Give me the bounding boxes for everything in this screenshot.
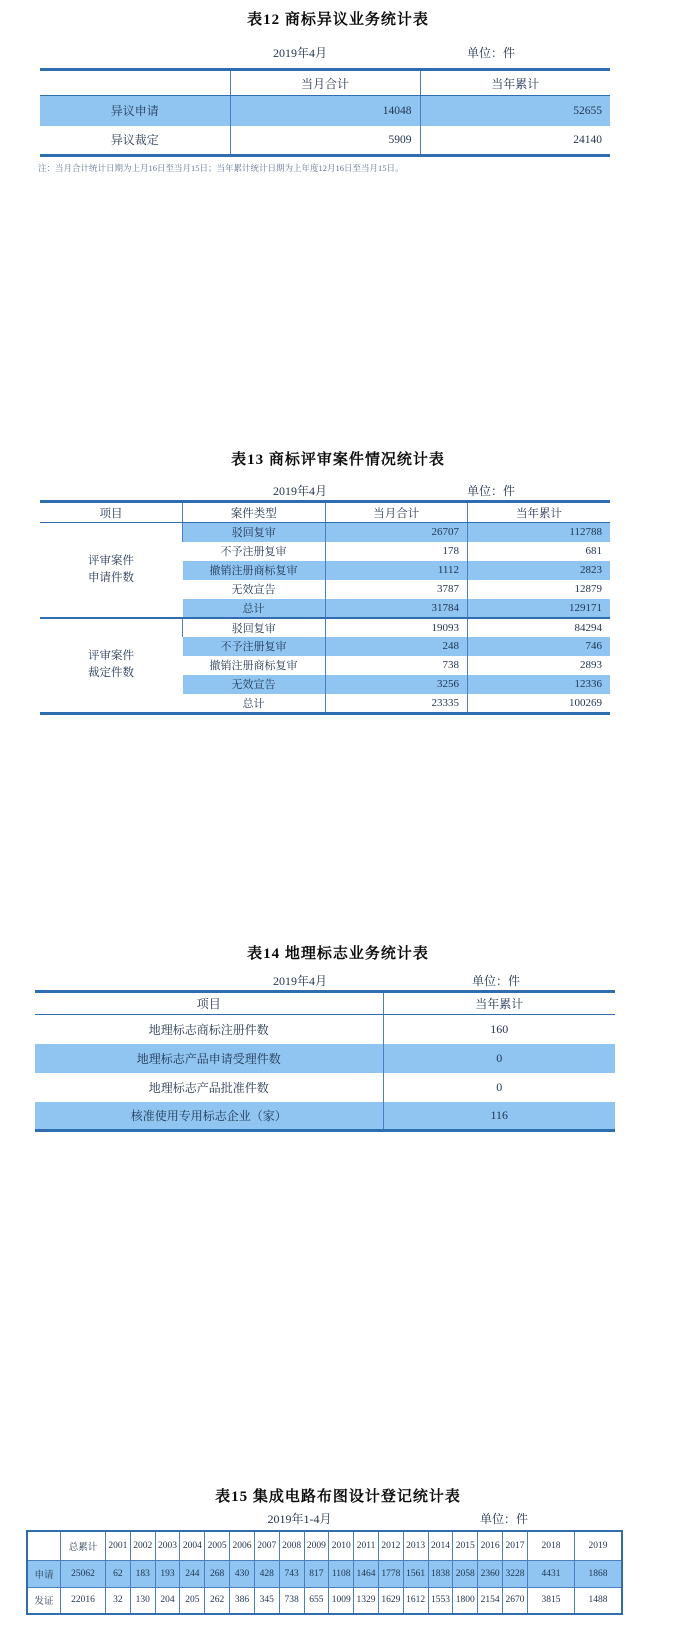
table14-row — [35, 1044, 615, 1073]
table12-row-opposition-application — [40, 96, 610, 126]
t15-col-header: 2006 — [230, 1531, 255, 1560]
t15-value-cell: 1612 — [403, 1587, 428, 1614]
year-total-cell: 12879 — [468, 580, 611, 599]
table13-header-row — [40, 502, 610, 523]
table13-header-month: 当月合计 — [325, 502, 468, 523]
year-total-cell: 160 — [383, 1015, 615, 1044]
month-total-cell: 1112 — [325, 561, 468, 580]
t15-corner-cell — [27, 1531, 61, 1560]
t15-value-cell: 817 — [304, 1560, 329, 1587]
t15-value-cell: 1778 — [378, 1560, 403, 1587]
table15-row — [27, 1560, 622, 1587]
year-total-cell: 112788 — [468, 523, 611, 542]
table13-header-case-type: 案件类型 — [183, 502, 326, 523]
month-total-cell: 3787 — [325, 580, 468, 599]
table15-subtitle — [26, 1510, 623, 1528]
t15-value-cell: 268 — [205, 1560, 230, 1587]
table13-header-year: 当年累计 — [468, 502, 611, 523]
month-total-cell: 31784 — [325, 599, 468, 618]
t15-value-cell: 345 — [254, 1587, 279, 1614]
t15-value-cell: 2670 — [503, 1587, 528, 1614]
table12-subtitle — [40, 44, 610, 62]
table13-group-label-rulings — [40, 618, 183, 714]
table14-period: 2019年4月 — [272, 974, 327, 988]
t15-value-cell: 2360 — [478, 1560, 503, 1587]
table13-row — [40, 618, 610, 637]
month-total-cell: 23335 — [325, 694, 468, 714]
table14-header-year: 当年累计 — [383, 992, 615, 1015]
table13-row — [40, 523, 610, 542]
table15 — [26, 1530, 623, 1615]
table13 — [40, 500, 610, 715]
t15-col-header: 2004 — [180, 1531, 205, 1560]
table13-subtitle — [40, 482, 610, 500]
t15-value-cell: 1800 — [453, 1587, 478, 1614]
month-total-cell: 19093 — [325, 618, 468, 637]
t15-value-cell: 430 — [230, 1560, 255, 1587]
case-type-cell: 撤销注册商标复审 — [183, 561, 326, 580]
group-label-line: 评审案件 — [88, 554, 134, 567]
t15-col-header: 2018 — [528, 1531, 575, 1560]
table12-title: 表12 商标异议业务统计表 — [247, 12, 429, 28]
t15-value-cell: 3815 — [528, 1587, 575, 1614]
year-total-cell: 84294 — [468, 618, 611, 637]
row-label-cell: 异议申请 — [40, 96, 230, 126]
group-label-line: 评审案件 — [88, 649, 134, 662]
table14 — [35, 990, 615, 1132]
table12-row-opposition-ruling — [40, 126, 610, 156]
t15-value-cell: 1629 — [378, 1587, 403, 1614]
t15-value-cell: 62 — [106, 1560, 131, 1587]
case-type-cell: 总计 — [242, 697, 265, 710]
t15-value-cell: 1868 — [575, 1560, 623, 1587]
table15-unit: 单位：件 — [479, 1512, 528, 1526]
table12-unit: 单位：件 — [466, 46, 515, 60]
t15-value-cell: 3228 — [503, 1560, 528, 1587]
table12-header-year: 当年累计 — [420, 70, 610, 96]
year-total-cell: 100269 — [468, 694, 611, 714]
row-label-cell: 异议裁定 — [110, 133, 159, 148]
t15-col-header: 2017 — [503, 1531, 528, 1560]
month-total-cell: 3256 — [325, 675, 468, 694]
table14-row — [35, 1015, 615, 1044]
row-label-cell: 核准使用专用标志企业（家） — [35, 1102, 383, 1131]
t15-value-cell: 2154 — [478, 1587, 503, 1614]
t15-col-header: 2015 — [453, 1531, 478, 1560]
month-total-cell: 248 — [325, 637, 468, 656]
t15-col-header: 2010 — [329, 1531, 354, 1560]
t15-value-cell: 1108 — [329, 1560, 354, 1587]
year-total-cell: 0 — [383, 1073, 615, 1102]
t15-col-header: 2002 — [130, 1531, 155, 1560]
t15-col-header: 2013 — [403, 1531, 428, 1560]
table14-header-item: 项目 — [35, 992, 383, 1015]
t15-col-header: 2016 — [478, 1531, 503, 1560]
t15-value-cell: 1838 — [428, 1560, 453, 1587]
t15-value-cell: 1561 — [403, 1560, 428, 1587]
table12 — [40, 68, 610, 157]
t15-value-cell: 1009 — [329, 1587, 354, 1614]
t15-value-cell: 1488 — [575, 1587, 623, 1614]
group-label-line: 申请件数 — [88, 571, 134, 584]
t15-col-header: 2007 — [254, 1531, 279, 1560]
case-type-cell: 总计 — [183, 599, 326, 618]
t15-value-cell: 386 — [230, 1587, 255, 1614]
t15-value-cell: 743 — [279, 1560, 304, 1587]
table14-header-row — [35, 992, 615, 1015]
t15-value-cell: 1553 — [428, 1587, 453, 1614]
t15-value-cell: 4431 — [528, 1560, 575, 1587]
table15-row — [27, 1587, 622, 1614]
table13-group-label-applications — [40, 523, 183, 618]
table12-header-row — [40, 70, 610, 96]
t15-col-header: 2019 — [575, 1531, 623, 1560]
table14-row — [35, 1073, 615, 1102]
t15-value-cell: 193 — [155, 1560, 180, 1587]
year-total-cell: 2893 — [468, 656, 611, 675]
year-total-cell: 24140 — [420, 126, 610, 156]
year-total-cell: 681 — [468, 542, 611, 561]
t15-value-cell: 262 — [205, 1587, 230, 1614]
year-total-cell: 116 — [383, 1102, 615, 1131]
t15-col-header: 总累计 — [61, 1531, 106, 1560]
t15-value-cell: 130 — [130, 1587, 155, 1614]
case-type-cell: 驳回复审 — [183, 618, 326, 637]
table14-subtitle — [35, 972, 615, 990]
year-total-cell: 746 — [468, 637, 611, 656]
t15-value-cell: 25062 — [61, 1560, 106, 1587]
t15-value-cell: 428 — [254, 1560, 279, 1587]
year-total-cell: 129171 — [468, 599, 611, 618]
case-type-cell: 撤销注册商标复审 — [209, 660, 298, 672]
t15-col-header: 2001 — [106, 1531, 131, 1560]
table12-header-empty — [40, 70, 230, 96]
table14-unit: 单位：件 — [471, 974, 520, 988]
t15-row-label: 发证 — [27, 1587, 61, 1614]
row-label-cell: 地理标志产品申请受理件数 — [35, 1044, 383, 1073]
group-label-line: 裁定件数 — [88, 667, 134, 679]
t15-col-header: 2003 — [155, 1531, 180, 1560]
year-total-cell: 2823 — [468, 561, 611, 580]
month-total-cell: 738 — [325, 656, 468, 675]
t15-value-cell: 204 — [155, 1587, 180, 1614]
t15-value-cell: 32 — [106, 1587, 131, 1614]
t15-row-label: 申请 — [27, 1560, 61, 1587]
t15-value-cell: 1464 — [354, 1560, 379, 1587]
year-total-cell: 52655 — [420, 96, 610, 126]
table15-header-row — [27, 1531, 622, 1560]
t15-col-header: 2008 — [279, 1531, 304, 1560]
case-type-cell: 驳回复审 — [183, 523, 326, 542]
table12-note: 注：当月合计统计日期为上月16日至当月15日；当年累计统计日期为上年度12月16日至当月15日。 — [38, 163, 404, 173]
t15-col-header: 2011 — [354, 1531, 379, 1560]
case-type-cell: 不予注册复审 — [183, 637, 326, 656]
t15-col-header: 2014 — [428, 1531, 453, 1560]
table12-header-month: 当月合计 — [230, 70, 420, 96]
month-total-cell: 14048 — [230, 96, 420, 126]
table13-title: 表13 商标评审案件情况统计表 — [231, 452, 445, 468]
table14-title: 表14 地理标志业务统计表 — [247, 946, 429, 962]
table15-period: 2019年1-4月 — [267, 1512, 332, 1526]
t15-value-cell: 655 — [304, 1587, 329, 1614]
table13-period: 2019年4月 — [272, 484, 327, 498]
t15-col-header: 2012 — [378, 1531, 403, 1560]
table13-unit: 单位：件 — [466, 484, 515, 498]
t15-value-cell: 22016 — [61, 1587, 106, 1614]
case-type-cell: 无效宣告 — [183, 675, 326, 694]
t15-value-cell: 244 — [180, 1560, 205, 1587]
table15-title: 表15 集成电路布图设计登记统计表 — [215, 1489, 461, 1505]
t15-value-cell: 183 — [130, 1560, 155, 1587]
t15-col-header: 2009 — [304, 1531, 329, 1560]
t15-value-cell: 2058 — [453, 1560, 478, 1587]
t15-col-header: 2005 — [205, 1531, 230, 1560]
t15-value-cell: 1329 — [354, 1587, 379, 1614]
table13-header-item: 项目 — [40, 502, 183, 523]
month-total-cell: 26707 — [325, 523, 468, 542]
case-type-cell: 无效宣告 — [231, 584, 276, 596]
case-type-cell: 不予注册复审 — [220, 546, 287, 558]
row-label-cell: 地理标志产品批准件数 — [148, 1080, 269, 1095]
month-total-cell: 5909 — [230, 126, 420, 156]
table14-row — [35, 1102, 615, 1131]
table12-period: 2019年4月 — [272, 46, 327, 60]
year-total-cell: 0 — [383, 1044, 615, 1073]
row-label-cell: 地理标志商标注册件数 — [148, 1022, 269, 1037]
t15-value-cell: 738 — [279, 1587, 304, 1614]
t15-value-cell: 205 — [180, 1587, 205, 1614]
year-total-cell: 12336 — [468, 675, 611, 694]
month-total-cell: 178 — [325, 542, 468, 561]
